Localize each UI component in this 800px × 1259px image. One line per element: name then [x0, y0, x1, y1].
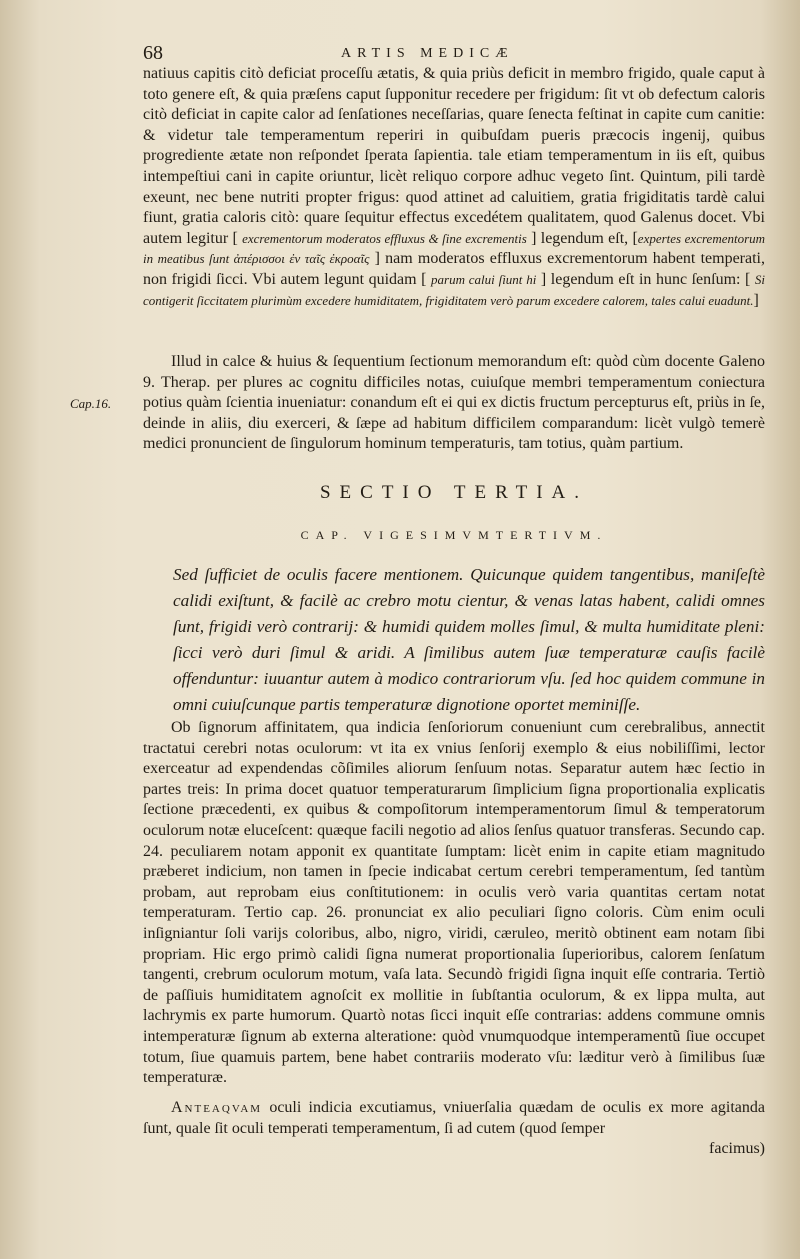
para1-text: natiuus capitis citò deficiat proceſſu ætatis, & quia priùs deficit in membro frigido, quale caput à toto genere eſt, & quia præſens caput ſupponitur recedere per frigidum: ſit vt ob defectum caloris citò deficiat in capite calor ad ſenſationes neceſſarias, quare ſenecta feſtinat in capite cum canitie: & videtur tale temperamentum reperiri in quibuſdam pueris præcocis ingenij, quibus progrediente ætate non reſpondet ſperata ſapientia. tale etiam temperamentum in iis eſt, quibus intempeſtiui cani in capite oriuntur, licèt reliquo corpore adhuc vegeto ſint. Quintum, pili tardè exeunt, nec bene nutriti propter frigus: quod attinet ad caluitiem, gratia frigiditatis tardè calui fiunt, gratia caloris citò: quare ſequitur effectus excedétem qualitatem, quod Galenus docet. Vbi autem legitur [ — [143, 65, 765, 247]
paragraph-4 — [143, 1098, 765, 1139]
chapter-title: CAP. VIGESIMVMTERTIVM. — [300, 528, 608, 542]
para1-text-d: ] legendum eſt in hunc ſenſum: [ — [540, 270, 751, 288]
paragraph-3: Ob ſignorum affinitatem, qua indicia ſenſoriorum conueniunt cum cerebralibus, annectit tractatui cerebri notas oculorum: vt ita ex vnius ſenſorij exemplo & eius nobiliſſimi, lector exerceatur ad expendendas cõſimiles aliorum ſenſuum notas. Separatur autem hæc ſectio in partes treis: In prima docet quatuor temperaturarum ſimplicium ſigna proportionalia explicatis ſectione præcedenti, ex quibus & compoſitorum intemperamentorum ſimul & temperatorum oculorum notæ eluceſcent: quæque facili negotio ad alios ſenſus quatuor transferas. Secundo cap. 24. peculiarem notam apponit ex quantitate ſumptam: licèt enim in capite etiam magnitudo præberet indicium, non tamen in ſpecie indicabat certum cerebri temperamentum, ſed tantùm probam, aut reprobam eius conſtitutionem: in oculis verò varia quantitas certam notat temperaturam. Tertio cap. 26. pronunciat ex alio peculiari ſigno coloris. Cùm enim oculi inſigniantur ſoli varijs coloribus, albo, nigro, viridi, cæruleo, meritò obtinent eam notam ſibi propriam. Hic ergo primò calidi ſigna numerat proportionalia ſuperioribus, calorem ſenſatum tangenti, crebrum oculorum motum, vaſa lata. Secundò frigidi ſigna inquit eſſe contraria. Tertiò de paſſiuis humiditatem agnoſcit ex mollitie in ſubſtantia oculorum, & ex lippa multa, aut lachrymis ex parte humorum. Quartò notas ſicci inquit eſſe contrarias: addens commune omnis intemperaturæ ſignum ab externa alteratione: quòd vnumquodque intemperamentũ ſiue occupet totum, ſiue quamuis partem, bene habet contrariis moderato vſu: læditur verò à ſimilibus ſuæ temperaturæ. — [143, 719, 765, 1087]
paragraph-1 — [143, 64, 765, 311]
catchword: facimus) — [709, 1140, 765, 1157]
para1-text-e: ] — [753, 291, 759, 309]
section-title: SECTIO TERTIA. — [319, 482, 589, 503]
para1-quote-1: excrementorum moderatos effluxus & ſine excrementis — [242, 230, 527, 246]
para4-lead: Anteaqvam — [171, 1099, 263, 1116]
para1-text-b: ] legendum eſt, [ — [531, 229, 638, 247]
para1-quote-3: parum calui ſiunt hi — [431, 271, 537, 287]
running-head: ARTIS MEDICÆ — [341, 46, 514, 61]
page-header — [143, 42, 765, 64]
italic-text-block: Sed ſufficiet de oculis facere mentionem. Quicunque quidem tangentibus, maniſeſtè calidi exiſtunt, & facilè ac crebro motu cientur, & venas latas habent, calidi omnes ſunt, frigidi verò contrarij: & humidi quidem molles ſimul, & multa humiditate pleni: ſicci verò duri ſimul & aridi. A ſimilibus autem ſuæ temperaturæ cauſis facilè offenduntur: iuuantur autem à modico contrariorum vſu. ſed hoc quidem commune in omni cuiuſcunque partis temperaturæ dignotione oportet meminiſſe. — [173, 565, 765, 714]
para4-text: oculi indicia excutiamus, vniuerſalia quædam de oculis ex more agitanda ſunt, quale ſit oculi temperati temperamentum, ſi ad cutem (quod ſemper — [143, 1099, 765, 1137]
para1-quote-4: Si contigerit ſiccitatem plurimùm excedere humiditatem, frigiditatem verò parum excedere calorem, tales calui euadunt. — [143, 271, 766, 308]
paragraph-2: Illud in calce & huius & ſequentium ſectionum memorandum eſt: quòd cùm docente Galeno 9. Therap. per plures ac cognitu difficiles notas, cuiuſque membri temperamentum coniectura potius quàm ſcientia inueniatur: conandum eſt ei qui ex dictis fructum percepturus eſt, priùs in ſe, deinde in aliis, diu exerceri, & ſæpe ad habitum difficilem comparandum: licèt vulgò temerè medici pronuncient de ſingulorum hominum temperaturis, tam totius, quàm partium. — [143, 353, 765, 453]
page-number: 68 — [143, 42, 163, 64]
margin-note: Cap.16. — [70, 396, 112, 411]
para1-quote-2: expertes excrementorum in meatibus ſunt ἀπέρισσοι ἐν ταῖς ἐκροαῖς — [143, 230, 766, 267]
para1-text-c: ] nam moderatos effluxus excrementorum habent temperati, non frigidi ſicci. Vbi autem legunt quidam [ — [143, 250, 766, 288]
